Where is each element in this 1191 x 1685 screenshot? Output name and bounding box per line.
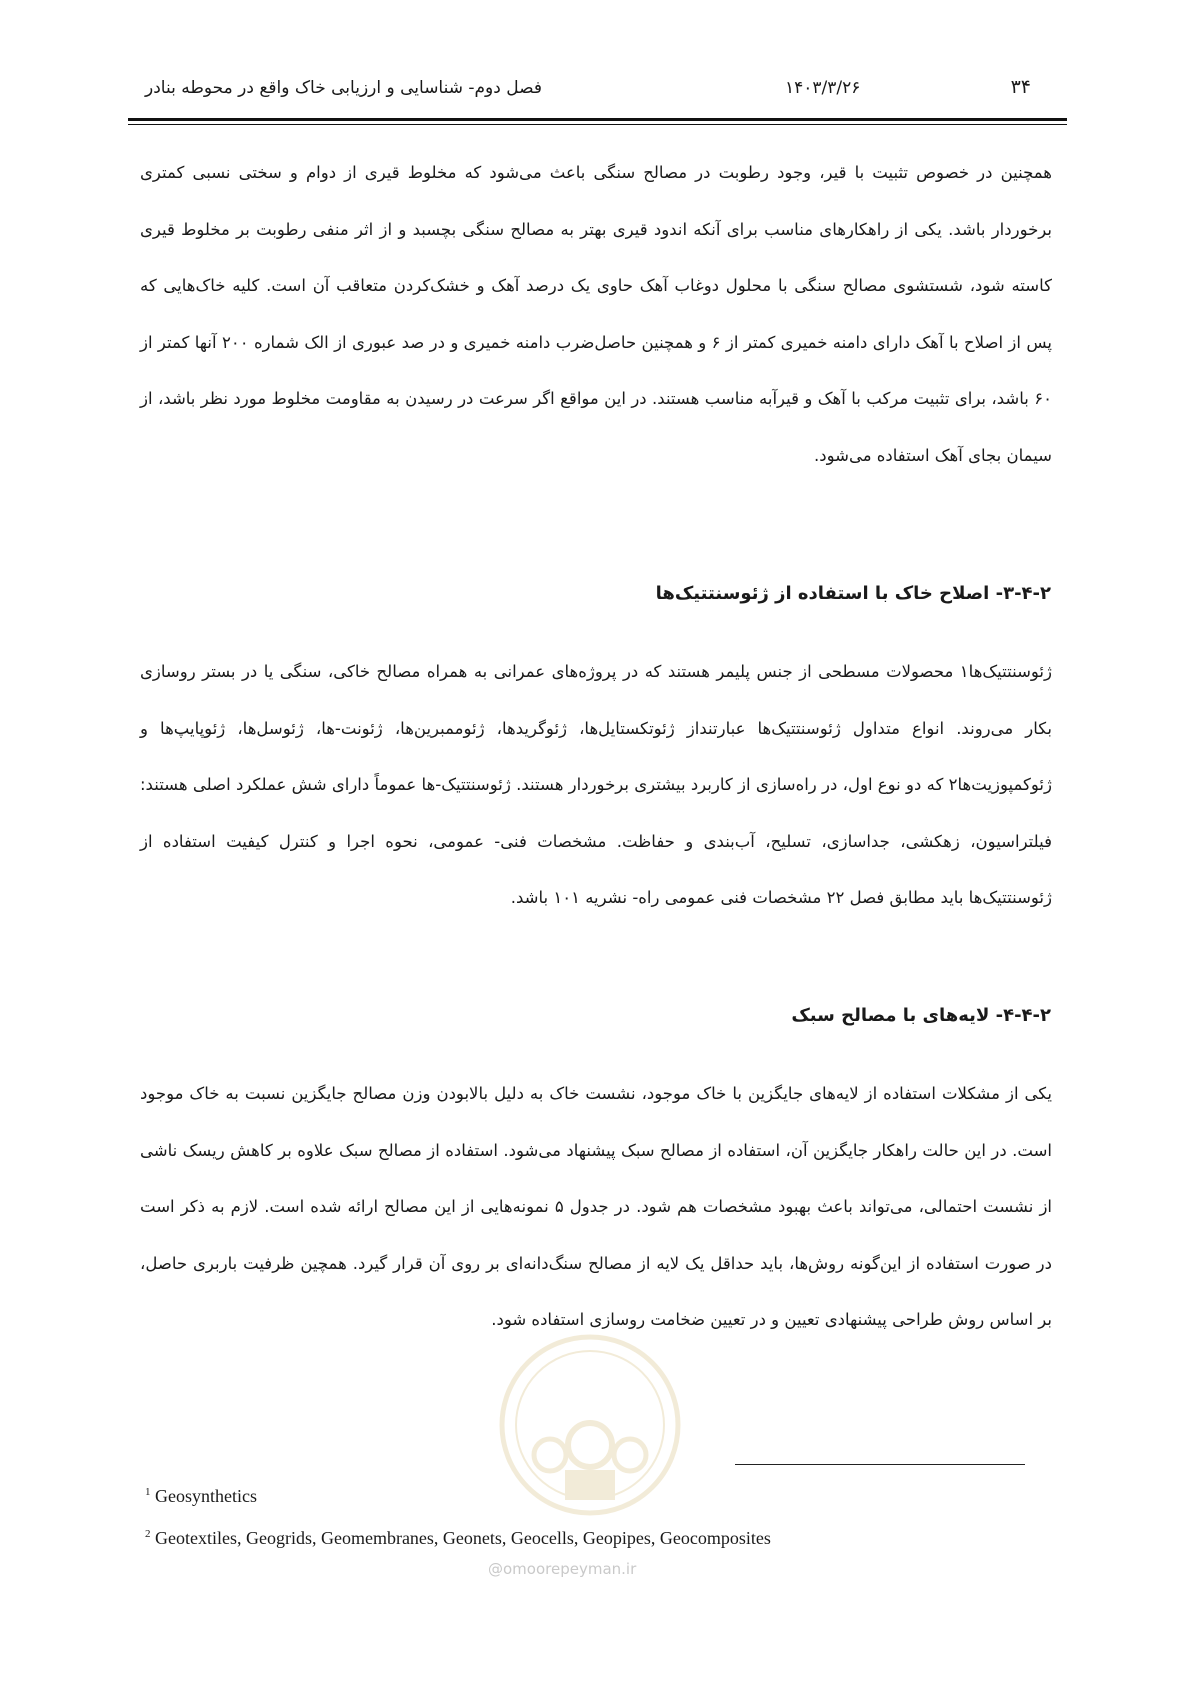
chapter-title: فصل دوم- شناسایی و ارزیابی خاک واقع در محوطه بنادر (145, 78, 542, 98)
footnote-1 (145, 1486, 257, 1507)
watermark-logo (495, 1330, 685, 1520)
footnote-separator (735, 1464, 1025, 1465)
footnote-1-text: Geosynthetics (155, 1486, 257, 1506)
footnote-2-text: Geotextiles, Geogrids, Geomembranes, Geonets, Geocells, Geopipes, Geocomposites (155, 1528, 771, 1548)
footnote-2-marker: 2 (145, 1528, 151, 1540)
section-heading-lightweight-materials: ۴-۴-۲- لایه‌های با مصالح سبک (791, 1005, 1051, 1026)
header-rule-thick (128, 118, 1067, 121)
footnote-2 (145, 1528, 771, 1549)
paragraph-bitumen-stabilization: همچنین در خصوص تثبیت با قیر، وجود رطوبت در مصالح سنگی باعث می‌شود که مخلوط قیری از دوام و سختی نسبی کمتری برخوردار باشد. یکی از راهکارهای مناسب برای آنکه اندود قیری بهتر به مصالح سنگی بچسبد و از اثر منفی رطوبت بر مخلوط قیری کاسته شود، شستشوی مصالح سنگی با محلول دوغاب آهک حاوی یک درصد آهک و خشک‌کردن متعاقب آن است. کلیه خاک‌هایی که پس از اصلاح با آهک دارای دامنه خمیری کمتر از ۶ و همچنین حاصل‌ضرب دامنه خمیری و در صد عبوری از الک شماره ۲۰۰ آنها کمتر از ۶۰ باشد، برای تثبیت مرکب با آهک و قیرآبه مناسب هستند. در این مواقع اگر سرعت در رسیدن به مقاومت مخلوط مورد نظر باشد، از سیمان بجای آهک استفاده می‌شود. (140, 163, 1052, 465)
page-header (145, 70, 1051, 104)
footnote-1-marker: 1 (145, 1486, 151, 1498)
section-heading-geosynthetics: ۳-۴-۲- اصلاح خاک با استفاده از ژئوسنتتیک‌ها (655, 583, 1051, 604)
watermark-site: @omoorepeyman.ir (488, 1560, 637, 1578)
header-rule-thin (128, 124, 1067, 125)
page-number: ۳۴ (1010, 76, 1031, 98)
header-date: ۱۴۰۳/۳/۲۶ (785, 78, 861, 98)
paragraph-geosynthetics: ژئوسنتتیک‌ها۱ محصولات مسطحی از جنس پلیمر هستند که در پروژه‌های عمرانی به همراه مصالح خاکی، سنگی یا در بستر روسازی بکار می‌روند. انواع متداول ژئوسنتتیک‌ها عبارتنداز ژئوتکستایل‌ها، ژئوگریدها، ژئوممبرین‌ها، ژئونت-ها، ژئوسل‌ها، ژئوپایپ‌ها و ژئوکمپوزیت‌ها۲ که دو نوع اول، در راه‌سازی از کاربرد بیشتری برخوردار هستند. ژئوسنتتیک-ها عموماً دارای شش عملکرد اصلی هستند: فیلتراسیون، زهکشی، جداسازی، تسلیح، آب‌بندی و حفاظت. مشخصات فنی- عمومی، نحوه اجرا و کنترل کیفیت استفاده از ژئوسنتتیک‌ها باید مطابق فصل ۲۲ مشخصات فنی عمومی راه- نشریه ۱۰۱ باشد. (140, 662, 1052, 908)
paragraph-lightweight-materials: یکی از مشکلات استفاده از لایه‌های جایگزین با خاک موجود، نشست خاک به دلیل بالابودن وزن مصالح جایگزین نسبت به خاک موجود است. در این حالت راهکار جایگزین آن، استفاده از مصالح سبک پیشنهاد می‌شود. استفاده از مصالح سبک علاوه بر کاهش ریسک ناشی از نشست احتمالی، می‌تواند باعث بهبود مشخصات هم شود. در جدول ۵ نمونه‌هایی از این مصالح ارائه شده است. لازم به ذکر است در صورت استفاده از این‌گونه روش‌ها، باید حداقل یک لایه از مصالح سنگ‌دانه‌ای بر روی آن قرار گیرد. همچین ظرفیت باربری حاصل، بر اساس روش طراحی پیشنهادی تعیین و در تعیین ضخامت روسازی استفاده شود. (140, 1084, 1052, 1330)
